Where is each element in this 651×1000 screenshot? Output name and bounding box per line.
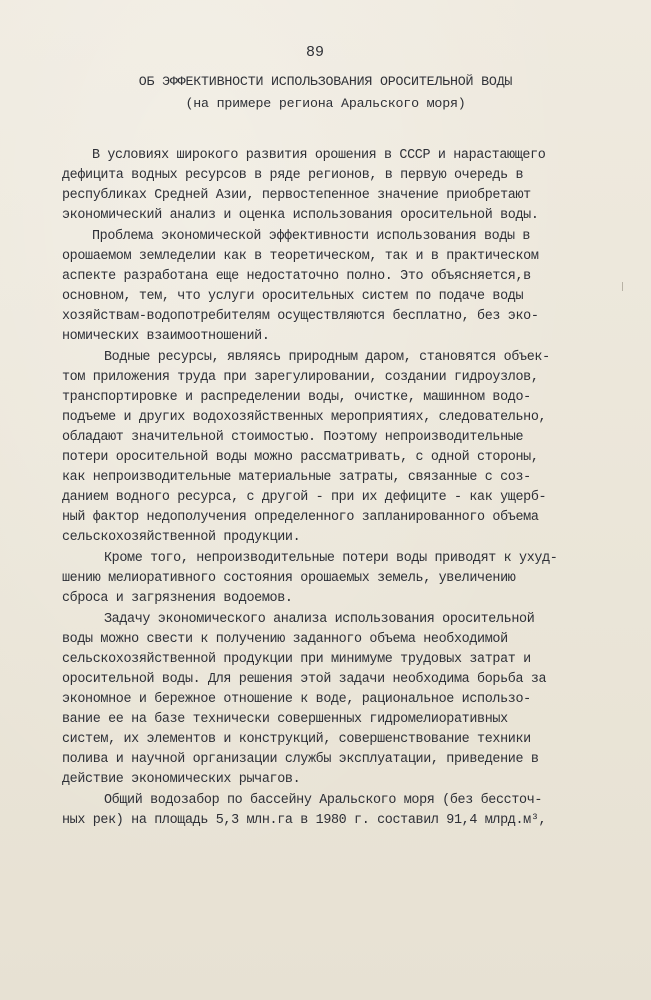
text-line: экономное и бережное отношение к воде, рациональное использо-: [62, 692, 531, 707]
text-line: действие экономических рычагов.: [62, 772, 301, 787]
text-line: полива и научной организации службы эксплуатации, приведение в: [62, 752, 539, 767]
article-title: ОБ ЭФФЕКТИВНОСТИ ИСПОЛЬЗОВАНИЯ ОРОСИТЕЛЬНОЙ ВОДЫ: [138, 74, 513, 89]
text-line: транспортировке и распределении воды, очистке, машинном водо-: [62, 390, 531, 405]
text-line: сельскохозяйственной продукции при минимуме трудовых затрат и: [62, 652, 531, 667]
text-line: основном, тем, что услуги оросительных систем по подаче воды: [62, 289, 524, 304]
text-line: данием водного ресурса, с другой - при их дефиците - как ущерб-: [62, 490, 547, 505]
text-line: орошаемом земледелии как в теоретическом, так и в практическом: [62, 249, 539, 264]
text-line: номических взаимоотношений.: [62, 329, 270, 344]
text-line: систем, их элементов и конструкций, совершенствование техники: [62, 732, 531, 747]
text-line: В условиях широкого развития орошения в СССР и нарастающего: [92, 148, 546, 163]
text-line: ных рек) на площадь 5,3 млн.га в 1980 г. составил 91,4 млрд.м³,: [62, 813, 547, 828]
text-line: хозяйствам-водопотребителям осуществляются бесплатно, без эко-: [62, 309, 539, 324]
text-line: шению мелиоративного состояния орошаемых земель, увеличению: [62, 571, 516, 586]
text-line: потери оросительной воды можно рассматривать, с одной стороны,: [62, 450, 539, 465]
text-line: подъеме и других водохозяйственных мероприятиях, следовательно,: [62, 410, 547, 425]
text-line: воды можно свести к получению заданного объема необходимой: [62, 632, 508, 647]
page-number: 89: [305, 44, 324, 61]
text-line: ный фактор недополучения определенного запланированного объема: [62, 510, 539, 525]
text-line: Задачу экономического анализа использования оросительной: [104, 612, 535, 627]
text-line: экономический анализ и оценка использования оросительной воды.: [62, 208, 539, 223]
text-line: Водные ресурсы, являясь природным даром, становятся объек-: [104, 350, 550, 365]
text-line: Проблема экономической эффективности использования воды в: [92, 229, 531, 244]
article-subtitle: (на примере региона Аральского моря): [185, 96, 466, 111]
text-line: вание ее на базе технически совершенных гидромелиоративных: [62, 712, 508, 727]
text-line: Общий водозабор по бассейну Аральского моря (без бессточ-: [104, 793, 543, 808]
text-line: сброса и загрязнения водоемов.: [62, 591, 293, 606]
text-line: республиках Средней Азии, первостепенное значение приобретают: [62, 188, 531, 203]
text-line: обладают значительной стоимостью. Поэтому непроизводительные: [62, 430, 524, 445]
margin-pencil-mark: [622, 282, 623, 291]
text-line: аспекте разработана еще недостаточно полно. Это объясняется,в: [62, 269, 531, 284]
text-line: как непроизводительные материальные затраты, связанные с соз-: [62, 470, 531, 485]
text-line: Кроме того, непроизводительные потери воды приводят к ухуд-: [104, 551, 558, 566]
text-line: дефицита водных ресурсов в ряде регионов, в первую очередь в: [62, 168, 524, 183]
text-line: том приложения труда при зарегулировании, создании гидроузлов,: [62, 370, 539, 385]
text-line: сельскохозяйственной продукции.: [62, 530, 301, 545]
text-line: оросительной воды. Для решения этой задачи необходима борьба за: [62, 672, 547, 687]
